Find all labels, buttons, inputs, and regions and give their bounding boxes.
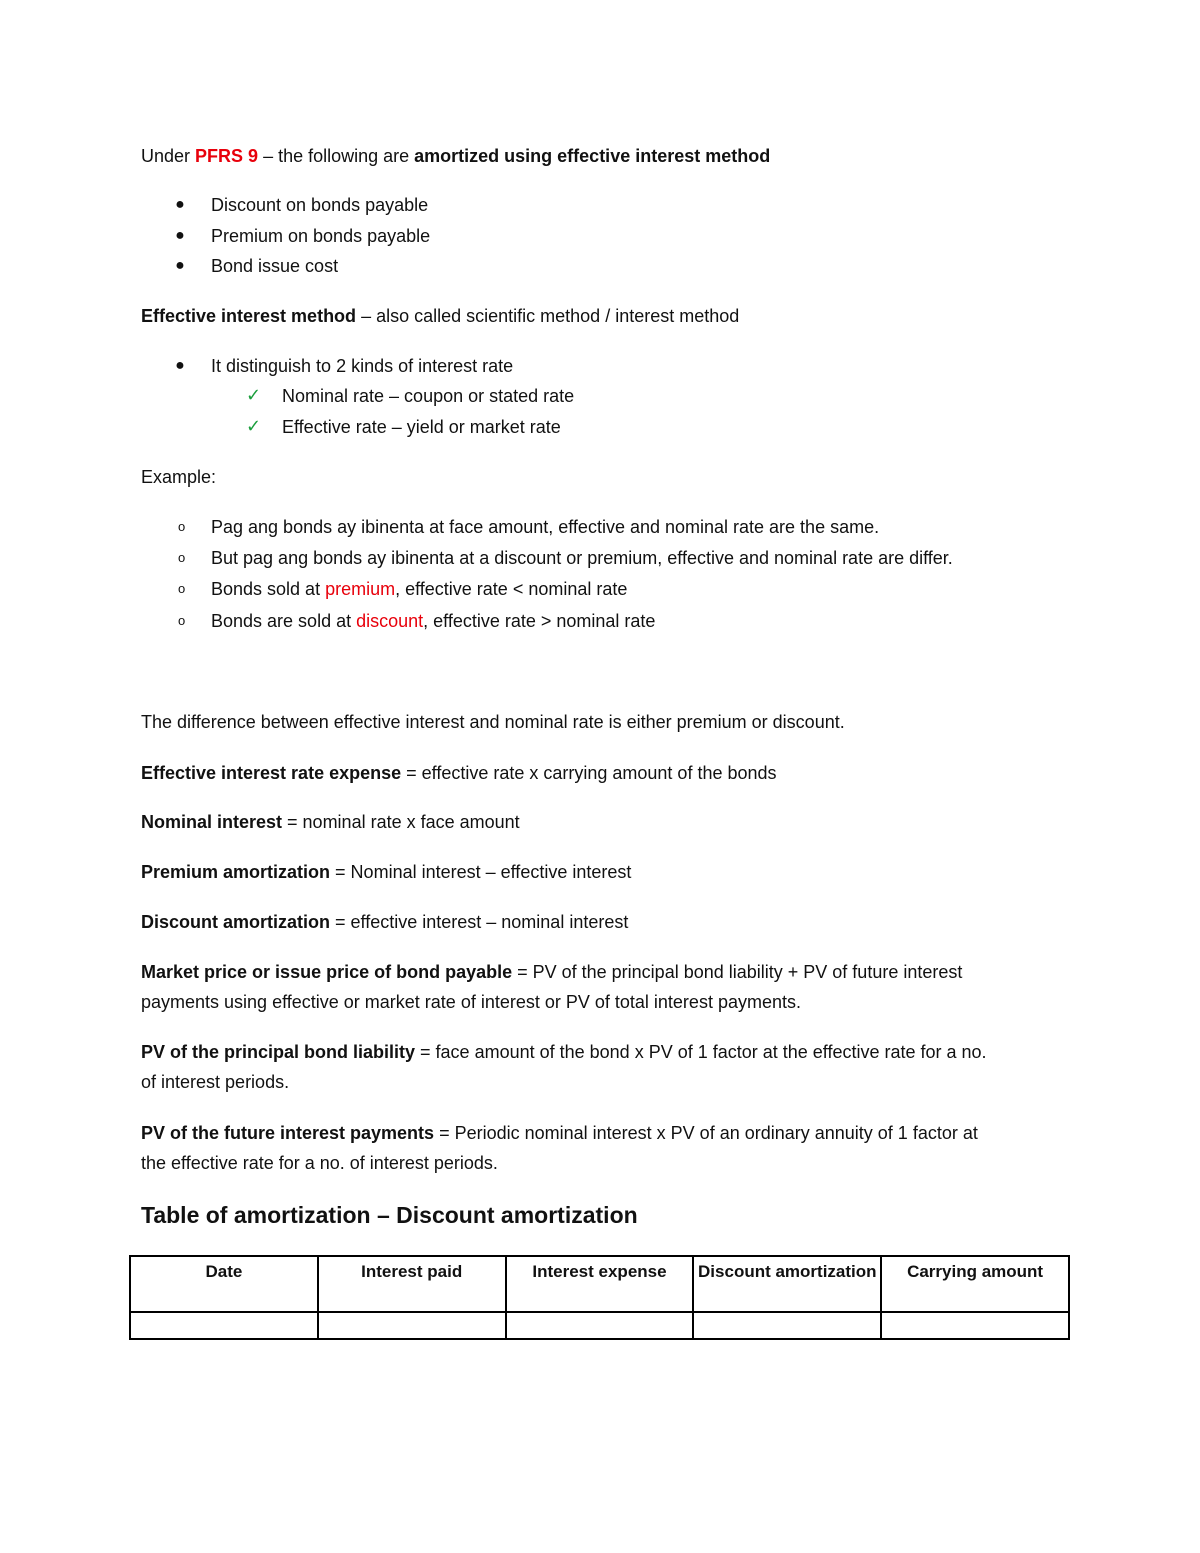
table-cell <box>693 1312 881 1339</box>
table-cell <box>506 1312 694 1339</box>
term: Effective interest rate expense <box>141 763 402 783</box>
definition-nominal-interest <box>141 811 520 833</box>
definition-market-price-cont: payments using effective or market rate of interest or PV of total interest payments. <box>141 992 801 1012</box>
definition-pv-future-interest-cont: the effective rate for a no. of interest periods. <box>141 1153 498 1173</box>
intro-mid: – the following are <box>258 146 415 166</box>
definition-premium-amortization <box>141 861 631 883</box>
list-item <box>211 578 627 600</box>
pfrs-label: PFRS 9 <box>195 146 259 166</box>
table-row <box>130 1312 1069 1339</box>
header-carrying-amount: Carrying amount <box>881 1256 1069 1312</box>
list-item: Bond issue cost <box>211 256 339 276</box>
premium-highlight: premium <box>325 579 396 599</box>
text-pre: Bonds are sold at <box>211 611 357 631</box>
amortization-table <box>129 1255 1070 1340</box>
term: Nominal interest <box>141 812 283 832</box>
list-item: Nominal rate – coupon or stated rate <box>282 386 575 406</box>
intro-pre: Under <box>141 146 196 166</box>
table-cell <box>881 1312 1069 1339</box>
list-item: Pag ang bonds ay ibinenta at face amount, effective and nominal rate are the same. <box>211 517 880 537</box>
definition-pv-principal <box>141 1041 987 1063</box>
definition-market-price <box>141 961 962 983</box>
list-item: Discount on bonds payable <box>211 195 429 215</box>
list-item: It distinguish to 2 kinds of interest rate <box>211 356 514 376</box>
definition: = PV of the principal bond liability + PV of future interest <box>512 962 963 982</box>
list-item: But pag ang bonds ay ibinenta at a discount or premium, effective and nominal rate are differ. <box>211 548 953 568</box>
checkmark-icon: ✓ <box>246 385 262 405</box>
header-interest-paid: Interest paid <box>318 1256 506 1312</box>
bullet-icon: ● <box>175 227 185 244</box>
intro-bold: amortized using effective interest method <box>414 146 771 166</box>
checkmark-icon: ✓ <box>246 416 262 436</box>
definition: = effective rate x carrying amount of the bonds <box>401 763 777 783</box>
term: Premium amortization <box>141 862 331 882</box>
term: PV of the future interest payments <box>141 1123 435 1143</box>
term: PV of the principal bond liability <box>141 1042 416 1062</box>
example-label: Example: <box>141 467 217 487</box>
table-cell <box>318 1312 506 1339</box>
circle-bullet-icon: o <box>178 550 186 565</box>
definition-eire <box>141 762 777 784</box>
list-item: Premium on bonds payable <box>211 226 431 246</box>
difference-paragraph: The difference between effective interest and nominal rate is either premium or discount. <box>141 712 845 732</box>
circle-bullet-icon: o <box>178 613 186 628</box>
discount-highlight: discount <box>356 611 424 631</box>
text-post: , effective rate < nominal rate <box>395 579 628 599</box>
definition: = effective interest – nominal interest <box>330 912 629 932</box>
definition: = nominal rate x face amount <box>282 812 520 832</box>
definition: = face amount of the bond x PV of 1 factor at the effective rate for a no. <box>415 1042 987 1062</box>
bullet-icon: ● <box>175 357 185 374</box>
definition-pv-future-interest <box>141 1122 978 1144</box>
eim-line <box>141 305 739 327</box>
circle-bullet-icon: o <box>178 519 186 534</box>
list-item: Effective rate – yield or market rate <box>282 417 561 437</box>
term: Discount amortization <box>141 912 331 932</box>
definition-pv-principal-cont: of interest periods. <box>141 1072 290 1092</box>
intro-line <box>141 145 770 167</box>
text-post: , effective rate > nominal rate <box>423 611 656 631</box>
table-header-row <box>130 1256 1069 1312</box>
circle-bullet-icon: o <box>178 581 186 596</box>
definition-discount-amortization <box>141 911 628 933</box>
list-item <box>211 610 655 632</box>
bullet-icon: ● <box>175 257 185 274</box>
term: Market price or issue price of bond payable <box>141 962 513 982</box>
definition: = Nominal interest – effective interest <box>330 862 632 882</box>
eim-term: Effective interest method <box>141 306 357 326</box>
definition: = Periodic nominal interest x PV of an ordinary annuity of 1 factor at <box>434 1123 978 1143</box>
header-date: Date <box>130 1256 318 1312</box>
table-cell <box>130 1312 318 1339</box>
bullet-icon: ● <box>175 196 185 213</box>
header-interest-expense: Interest expense <box>506 1256 694 1312</box>
table-title: Table of amortization – Discount amortization <box>141 1202 638 1228</box>
text-pre: Bonds sold at <box>211 579 326 599</box>
header-discount-amortization: Discount amortization <box>693 1256 881 1312</box>
eim-def: – also called scientific method / interest method <box>356 306 740 326</box>
